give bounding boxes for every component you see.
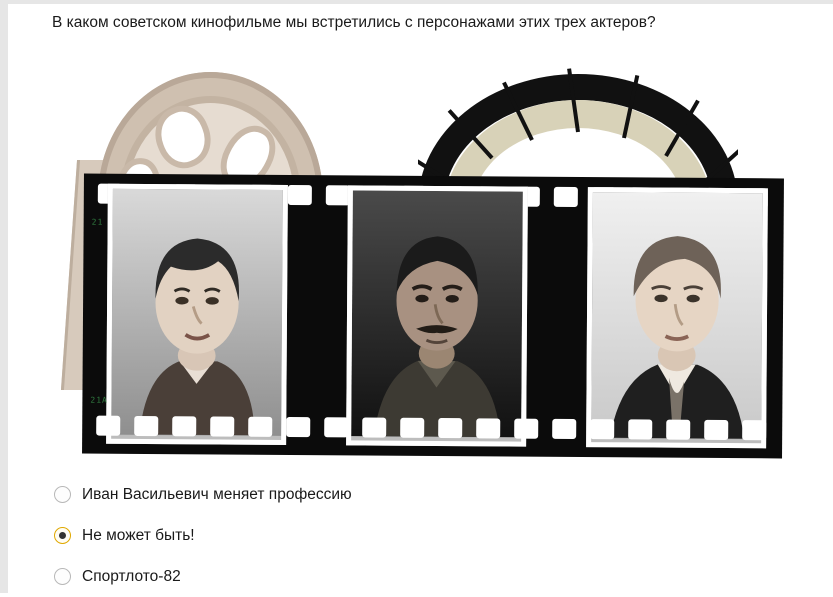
filmstrip: [82, 174, 784, 459]
answer-label: Не может быть!: [82, 526, 195, 544]
page-right-edge: [829, 4, 833, 597]
portrait-actress: [106, 184, 288, 445]
answer-option-3[interactable]: [54, 556, 774, 597]
portrait-actor-moustache: [346, 185, 528, 446]
answer-options: [54, 474, 774, 597]
film-edge-mark-21a: 21A: [90, 395, 108, 405]
answer-option-2[interactable]: [54, 515, 774, 556]
question-illustration: [63, 64, 783, 459]
film-edge-mark-21: 21: [91, 217, 104, 227]
filmstrip-frames: [106, 222, 767, 413]
radio-button-icon[interactable]: [54, 568, 71, 585]
answer-option-1[interactable]: [54, 474, 774, 515]
portrait-actor-blond: [586, 187, 768, 448]
answer-label: Иван Васильевич меняет профессию: [82, 485, 352, 503]
question-text: В каком советском кинофильме мы встретились с персонажами этих трех актеров?: [52, 14, 656, 31]
filmstrip-perforations-bottom: [82, 416, 782, 449]
radio-button-icon[interactable]: [54, 486, 71, 503]
answer-label: Спортлото-82: [82, 567, 181, 585]
radio-button-icon-selected[interactable]: [54, 527, 71, 544]
